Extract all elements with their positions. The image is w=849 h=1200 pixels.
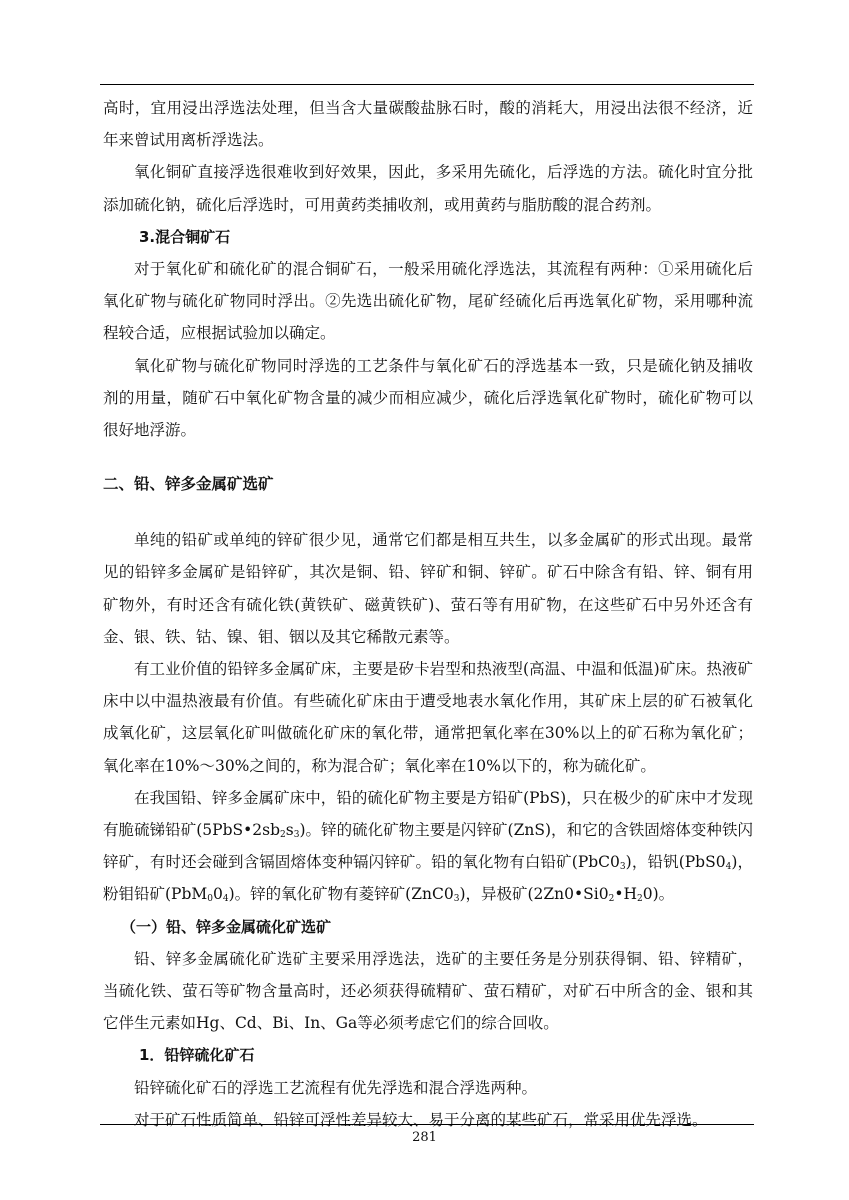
header-rule: [100, 84, 754, 85]
text-run: )，粉钼铅矿(PbM: [103, 853, 753, 904]
subscript: 3: [619, 862, 626, 873]
paragraph: 氧化矿物与硫化矿物同时浮选的工艺条件与氧化矿石的浮选基本一致，只是硫化钠及捕收剂的用量，随矿石中氧化矿物含量的减少而相应减少，硫化后浮选氧化矿物时，硫化矿物可以很好地浮游。: [103, 356, 753, 440]
paragraph: 氧化铜矿直接浮选很难收到好效果，因此，多采用先硫化，后浮选的方法。硫化时宜分批添加硫化钠，硫化后浮选时，可用黄药类捕收剂，或用黄药与脂肪酸的混合药剂。: [103, 163, 753, 214]
page-body: [103, 92, 753, 1136]
paragraph: 对于氧化矿和硫化矿的混合铜矿石，一般采用硫化浮选法，其流程有两种：①采用硫化后氧化矿物与硫化矿物同时浮出。②先选出硫化矿物，尾矿经硫化后再选氧化矿物，采用哪种流程较合适，应根据试验加以确定。: [103, 260, 753, 343]
text-run: s: [285, 821, 294, 840]
subscript: 4: [725, 862, 732, 873]
subscript: 4: [222, 894, 229, 905]
paragraph: 有工业价值的铅锌多金属矿床，主要是矽卡岩型和热液型(高温、中温和低温)矿床。热液矿床中以中温热液最有价值。有些硫化矿床由于遭受地表水氧化作用，其矿床上层的矿石被氧化成氧化矿，这层氧化矿叫做硫化矿床的氧化带，通常把氧化率在30%以上的矿石称为氧化矿；氧化率在10%～30%之间的，称为混合矿；氧化率在10%以下的，称为硫化矿。: [103, 660, 753, 775]
subscript: 3: [453, 894, 460, 905]
paragraph: [103, 782, 753, 911]
paragraph: 铅锌硫化矿石的浮选工艺流程有优先浮选和混合浮选两种。: [134, 1078, 538, 1097]
subsection-heading: （一）铅、锌多金属硫化矿选矿: [121, 917, 332, 936]
subsection-heading: 3.混合铜矿石: [139, 227, 231, 246]
footer-rule: [100, 1124, 754, 1125]
text-run: 0)。: [642, 885, 675, 904]
subscript: 2: [280, 830, 286, 841]
text-run: •H: [614, 885, 637, 904]
text-run: 0: [213, 885, 223, 904]
subscript: 2: [637, 894, 643, 905]
paragraph: 高时，宜用浸出浮选法处理，但当含大量碳酸盐脉石时，酸的消耗大，用浸出法很不经济，近年来曾试用离析浮选法。: [103, 99, 753, 150]
text-run: )，异极矿(2Zn0•Si0: [459, 885, 609, 904]
subsection-heading: 1．铅锌硫化矿石: [139, 1046, 255, 1065]
text-run: )。锌的硫化矿物主要是闪锌矿(ZnS)，和它的含铁固熔体变种铁闪锌矿，有时还会碰到含镉固熔体变种镉闪锌矿。铅的氧化物有白铅矿(PbC0: [103, 821, 754, 872]
text-run: 在我国铅、锌多金属矿床中，铅的硫化矿物主要是方铅矿(PbS)，只在极少的矿床中才发现有脆硫锑铅矿(5PbS•2sb: [103, 788, 753, 840]
paragraph: 对于矿石性质简单、铅锌可浮性差异较大、易于分离的某些矿石，常采用优先浮选。: [134, 1110, 708, 1129]
section-heading: 二、铅、锌多金属矿选矿: [103, 475, 274, 494]
text-run: )，铅钒(PbS0: [625, 853, 726, 872]
subscript: 3: [293, 830, 300, 841]
paragraph: 单纯的铅矿或单纯的锌矿很少见，通常它们都是相互共生，以多金属矿的形式出现。最常见的铅锌多金属矿是铅锌矿，其次是铜、铅、锌矿和铜、锌矿。矿石中除含有铅、锌、铜有用矿物外，有时还含有硫化铁(黄铁矿、磁黄铁矿)、萤石等有用矿物，在这些矿石中另外还含有金、银、铁、钴、镍、钼、铟以及其它稀散元素等。: [103, 531, 753, 646]
subscript: 0: [207, 894, 214, 905]
text-run: )。锌的氧化矿物有菱锌矿(ZnC0: [228, 885, 454, 904]
paragraph: 铅、锌多金属硫化矿选矿主要采用浮选法，选矿的主要任务是分别获得铜、铅、锌精矿，当硫化铁、萤石等矿物含量高时，还必须获得硫精矿、萤石精矿，对矿石中所含的金、银和其它伴生元素如Hg、Cd、Bi、In、Ga等必须考虑它们的综合回收。: [103, 949, 753, 1033]
subscript: 2: [608, 894, 615, 905]
page-number: 281: [412, 1130, 437, 1145]
